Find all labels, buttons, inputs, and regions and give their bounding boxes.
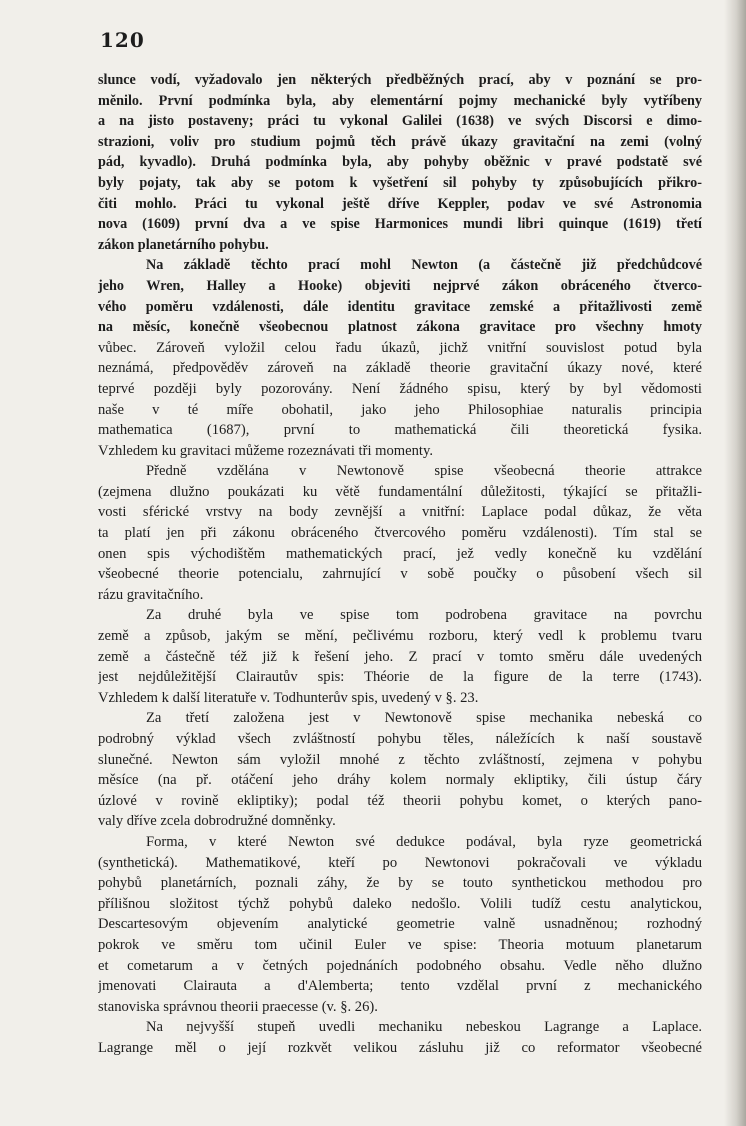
text-line: zákon planetárního pohybu. bbox=[98, 236, 269, 253]
text-line: rázu gravitačního. bbox=[98, 586, 204, 603]
text-line: slunečné. Newton sám vyložil mnohé z těchto zvláštností, zejmena v pohybu bbox=[98, 751, 702, 768]
text-line: úzlové v rovině ekliptiky); podal též theorii pohybu komet, o kterých pano- bbox=[98, 792, 702, 809]
text-line: et cometarum a v četných pojednáních podobného obsahu. Vedle něho dlužno bbox=[98, 957, 702, 974]
text-line: na měsíc, konečně všeobecnou platnost zákona gravitace pro všechny hmoty bbox=[98, 319, 702, 336]
text-line: pohybů planetárních, poznali záhy, že by se touto synthetickou methodou pro bbox=[98, 875, 702, 892]
text-line: valy dříve zcela dobrodružné domněnky. bbox=[98, 813, 336, 830]
text-line: čiti mohlo. Práci tu vykonal ještě dříve Keppler, podav ve své Astronomia bbox=[98, 195, 702, 212]
text-line: nova (1609) první dva a ve spise Harmonices mundi libri quinque (1619) třetí bbox=[98, 216, 702, 233]
text-line: pád, kyvadlo). Druhá podmínka byla, aby pohyby oběžnic v pravé podstatě své bbox=[98, 154, 702, 171]
scan-edge-shadow bbox=[724, 0, 746, 1126]
text-line: pokrok ve směru tom učinil Euler ve spise: Theoria motuum planetarum bbox=[98, 936, 702, 953]
text-line: mathematica (1687), první to mathematická čili theoretická fysika. bbox=[98, 422, 702, 439]
text-line: Forma, v které Newton své dedukce podával, byla ryze geometrická bbox=[146, 833, 702, 850]
text-line: jeho Wren, Halley a Hooke) objeviti nejprvé zákon obráceného čtverco- bbox=[98, 277, 702, 294]
text-line: slunce vodí, vyžadovalo jen některých předběžných prací, aby v poznání se pro- bbox=[98, 72, 702, 88]
text-line: vosti sférické vrstvy na body zevnější a vnitřní: Laplace podal důkaz, že věta bbox=[98, 504, 702, 521]
text-line: Descartesovým objevením analytické geometrie valně usnadněnou; rozhodný bbox=[98, 916, 702, 933]
text-line: měsíce (na př. otáčení jeho dráhy kolem normaly ekliptiky, čili ústup čáry bbox=[98, 772, 702, 789]
text-line: jest nejdůležitější Clairautův spis: Théorie de la figure de la terre (1743). bbox=[98, 669, 702, 686]
text-line: Na nejvyšší stupeň uvedli mechaniku nebeskou Lagrange a Laplace. bbox=[146, 1019, 702, 1036]
text-line: podrobný výklad všech zvláštností pohybu těles, náležících k naší soustavě bbox=[98, 731, 702, 747]
text-line: měnilo. První podmínka byla, aby elementární pojmy mechanické byly vytříbeny bbox=[98, 92, 702, 109]
text-line: přílišnou složitost týchž pohybů daleko nedošlo. Volili tudíž cestu analytickou, bbox=[98, 895, 702, 912]
text-line: vůbec. Zároveň vyložil celou řadu úkazů, jichž vnitřní souvislost potud byla bbox=[98, 339, 702, 356]
text-line: (synthetická). Mathematikové, kteří po Newtonovi pokračovali ve výkladu bbox=[98, 854, 702, 871]
text-line: onen spis východištěm mathematických prací, jež vedly konečně ku vzdělání bbox=[98, 545, 702, 562]
text-line: Lagrange měl o její rozkvět velikou zásluhu již co reformator všeobecné bbox=[98, 1039, 702, 1056]
page-number: 120 bbox=[100, 28, 145, 52]
text-line: Za druhé byla ve spise tom podrobena gravitace na povrchu bbox=[146, 607, 702, 624]
text-line: strazioni, voliv pro studium pojmů těch právě úkazy gravitační na zemi (volný bbox=[98, 133, 702, 150]
text-line: ta platí jen při zákonu obráceného čtvercového poměru vzdálenosti). Tím stal se bbox=[98, 525, 702, 542]
text-line: naše v té míře obohatil, jako jeho Philosophiae naturalis principia bbox=[98, 401, 702, 418]
text-line: Vzhledem ku gravitaci můžeme rozeznávati tři momenty. bbox=[98, 442, 433, 459]
text-line: a na jisto postaveny; práci tu vykonal Galilei (1638) ve svých Discorsi e dimo- bbox=[98, 113, 702, 130]
text-line: země a způsob, jakým se mění, pečlivému rozboru, který vedl k problemu tvaru bbox=[98, 628, 702, 645]
text-line: vého poměru vzdálenosti, dále identitu gravitace zemské a přitažlivosti země bbox=[98, 298, 702, 315]
page-body-text bbox=[98, 70, 702, 1059]
text-line: Vzhledem k další literatuře v. Todhunterův spis, uvedený v §. 23. bbox=[98, 689, 479, 706]
text-line: (zejmena dlužno poukázati ku větě fundamentální důležitosti, týkající se přitažli- bbox=[98, 483, 702, 500]
text-line: byly pojaty, tak aby se potom k vyšetření sil pohyby ty způsobujících přikro- bbox=[98, 174, 702, 191]
text-line: země a částečně též již k řešení jeho. Z prací v tomto směru dále uvedených bbox=[98, 648, 702, 665]
text-line: neznámá, předpověděv zároveň na základě theorie gravitační úkazy nové, které bbox=[98, 360, 702, 377]
text-line: teprvé později byly pozorovány. Není žádného spisu, který by byl vědomosti bbox=[98, 380, 702, 397]
text-line: jmenovati Clairauta a d'Alemberta; tento vzdělal první z mechanického bbox=[98, 978, 702, 995]
text-line: stanoviska správnou theorii praecesse (v. §. 26). bbox=[98, 998, 378, 1015]
text-line: všeobecné theorie potencialu, zahrnující v sobě poučky o působení všech sil bbox=[98, 566, 702, 583]
text-line: Předně vzdělána v Newtonově spise všeobecná theorie attrakce bbox=[146, 463, 702, 480]
text-line: Na základě těchto prací mohl Newton (a částečně již předchůdcové bbox=[146, 257, 702, 274]
text-line: Za třetí založena jest v Newtonově spise mechanika nebeská co bbox=[146, 710, 702, 727]
